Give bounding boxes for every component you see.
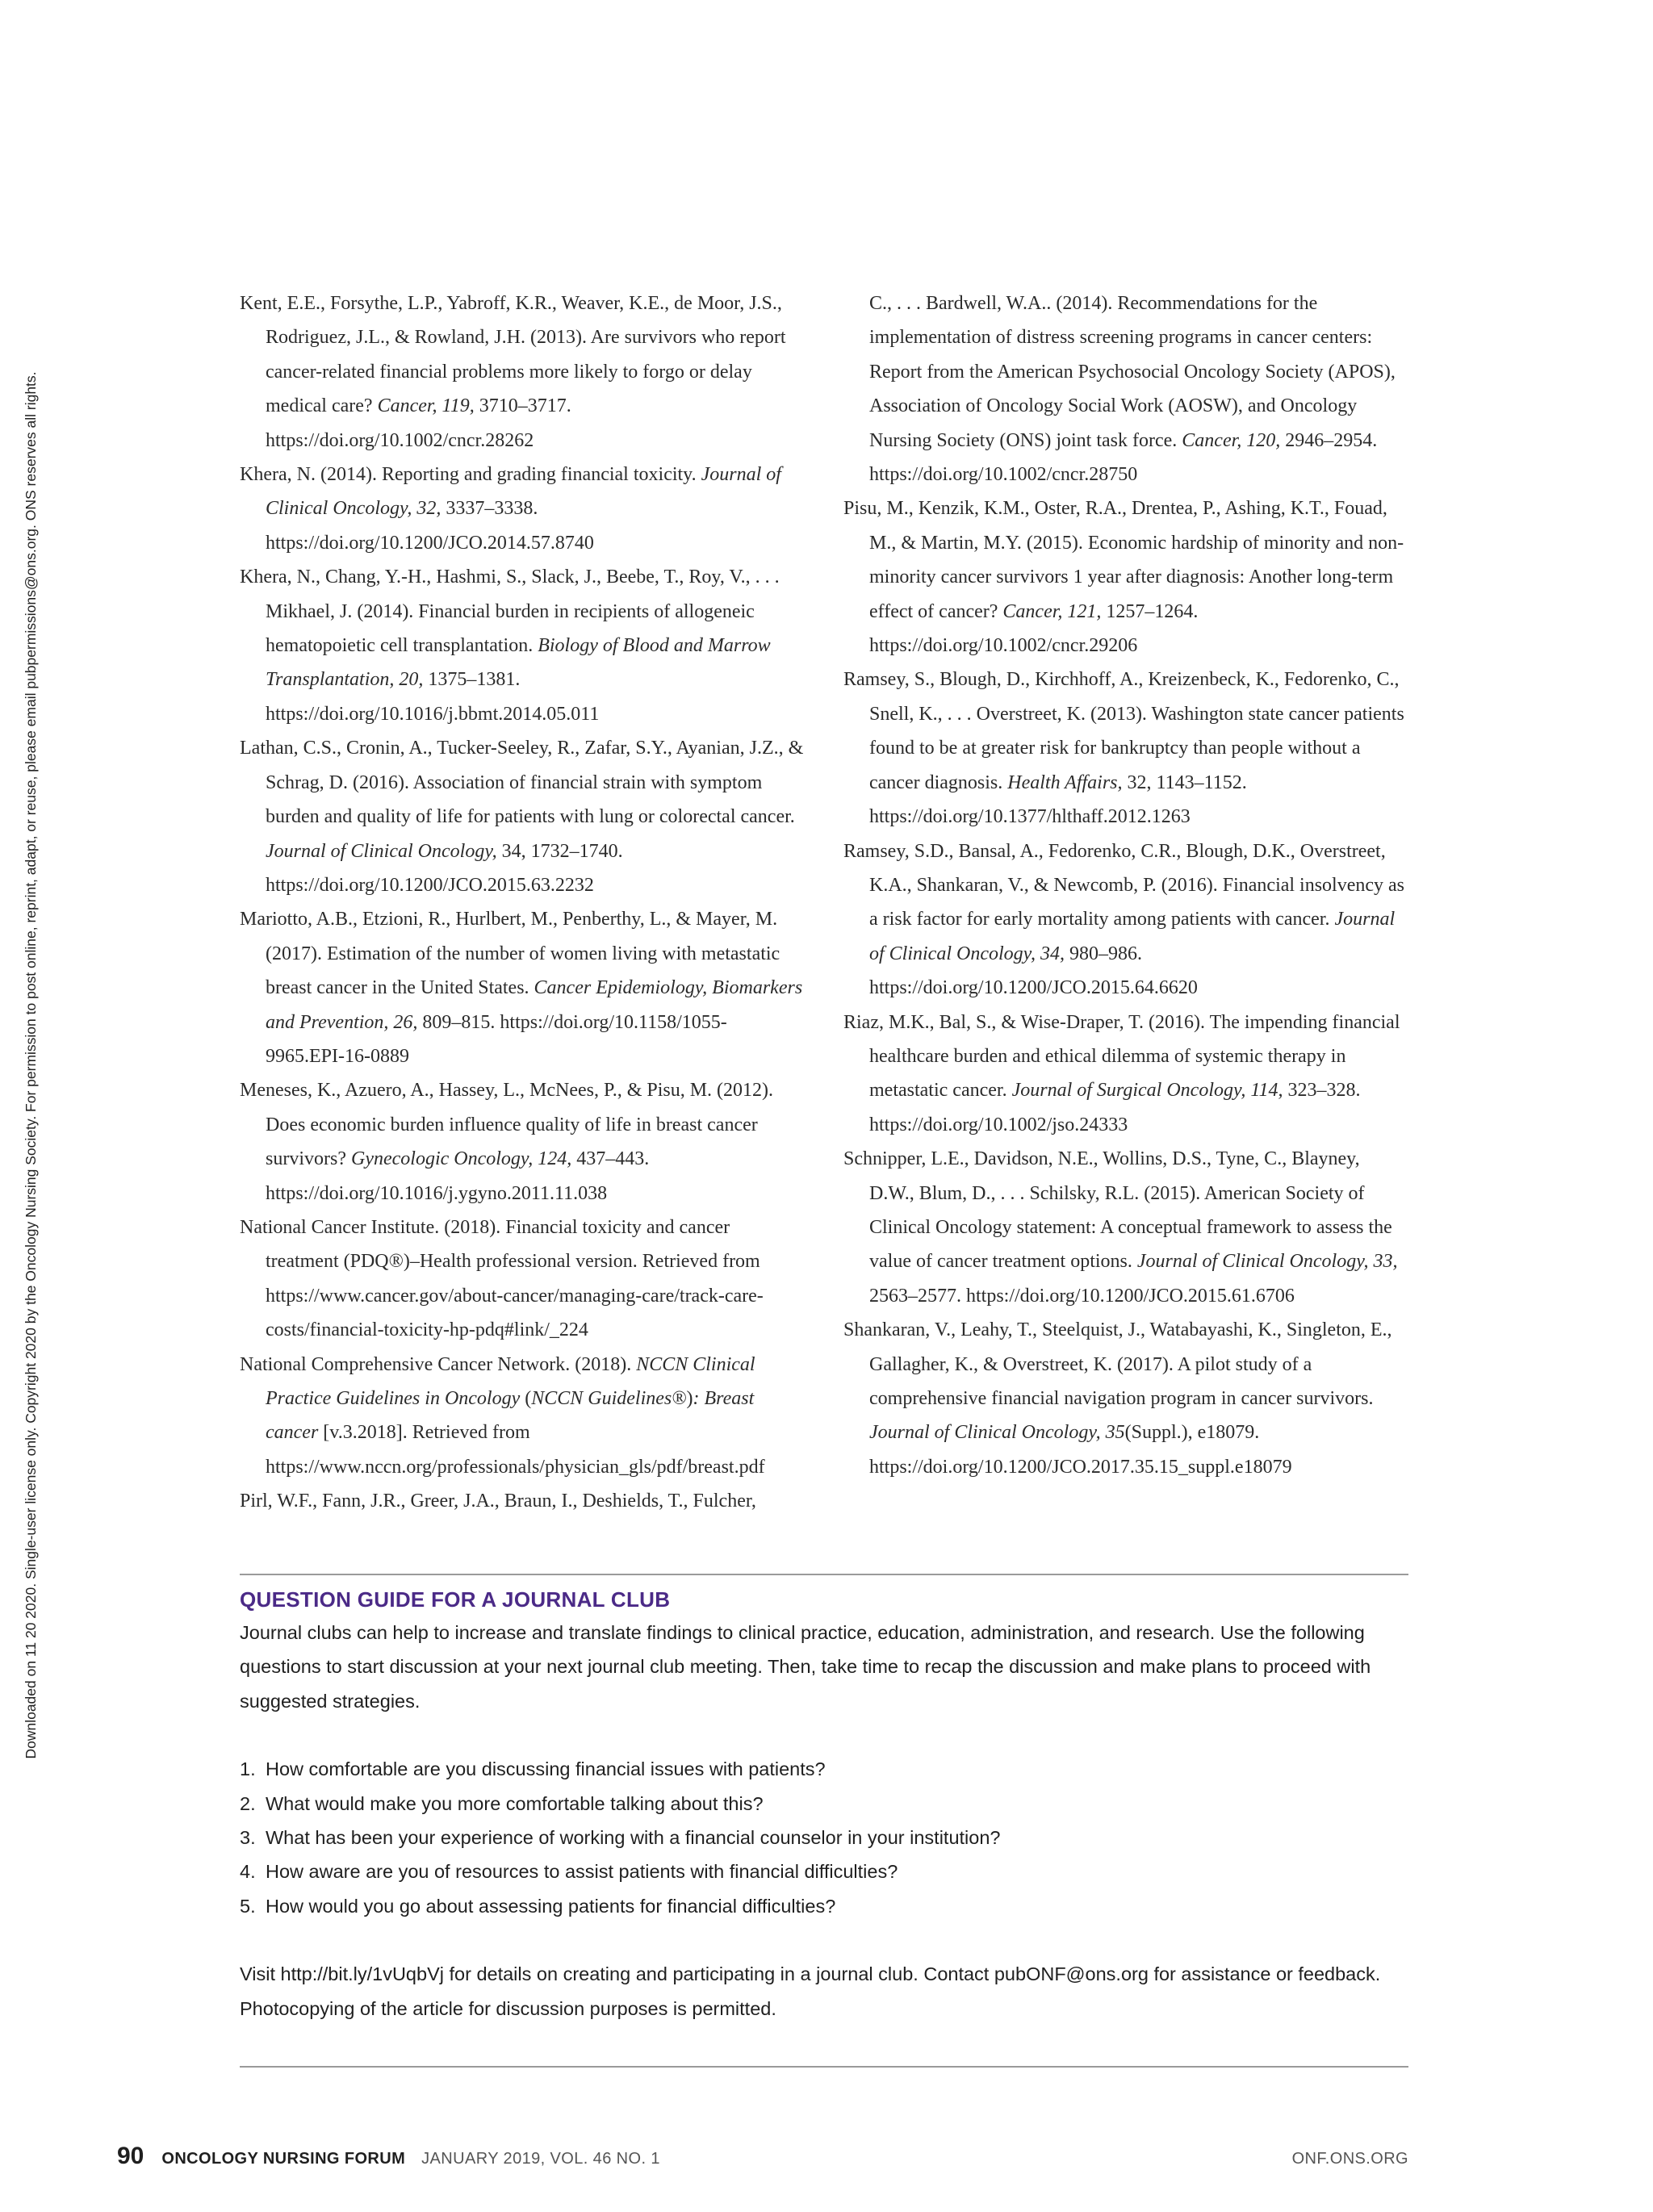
divider-top — [240, 1574, 1408, 1575]
question-list — [240, 1752, 1408, 1923]
question-text: What would make you more comfortable talking about this? — [266, 1792, 764, 1814]
reference-text: Schnipper, L.E., Davidson, N.E., Wollins, D.S., Tyne, C., Blayney, D.W., Blum, D., . . . Schilsky, R.L. (2015). American Society of Clinical Oncology statement: A conceptual framework to assess the value of cancer treatment options. — [843, 1148, 1392, 1273]
reference-entry — [843, 1142, 1408, 1313]
reference-source: Journal of Clinical Oncology, 32, — [266, 464, 781, 520]
reference-entry — [240, 560, 805, 731]
question-item — [240, 1854, 1408, 1888]
question-text: How would you go about assessing patients for financial difficulties? — [266, 1895, 836, 1917]
reference-text: Ramsey, S., Blough, D., Kirchhoff, A., Kreizenbeck, K., Fedorenko, C., Snell, K., . . . Overstreet, K. (2013). Washington state cancer patients found to be at greater risk for bankruptcy than people without a cancer diagnosis. — [843, 669, 1404, 793]
reference-source: Health Affairs, — [1007, 771, 1123, 793]
reference-source: : Breast cancer — [266, 1388, 755, 1444]
reference-text: ) — [686, 1388, 693, 1409]
reference-entry — [843, 1313, 1408, 1484]
reference-entry — [240, 731, 805, 902]
reference-source: Cancer, 121, — [1002, 600, 1102, 622]
reference-text: Riaz, M.K., Bal, S., & Wise-Draper, T. (2016). The impending financial healthcare burden and ethical dilemma of systemic therapy in metastatic cancer. — [843, 1011, 1400, 1102]
question-number: 2. — [240, 1792, 256, 1814]
reference-source: Journal of Clinical Oncology, — [266, 840, 497, 862]
reference-entry — [843, 663, 1408, 834]
references-section — [240, 286, 1408, 1519]
reference-text: 34, 1732–1740. https://doi.org/10.1200/JCO.2015.63.2232 — [266, 840, 623, 896]
reference-entry — [240, 458, 805, 560]
reference-entry — [240, 286, 805, 458]
question-number: 3. — [240, 1827, 256, 1849]
reference-entry — [843, 286, 1408, 491]
reference-text: 809–815. https://doi.org/10.1158/1055-9965.EPI-16-0889 — [266, 1011, 727, 1067]
reference-text: National Cancer Institute. (2018). Financial toxicity and cancer treatment (PDQ®)–Health professional version. Retrieved from https://www.cancer.gov/about-cancer/managing-care/track-care-costs/financial-toxicity-hp-pdq#link/_224 — [240, 1216, 764, 1341]
reference-source: Cancer, 119, — [377, 395, 475, 417]
divider-bottom — [240, 2066, 1408, 2068]
reference-text: C., . . . Bardwell, W.A.. (2014). Recommendations for the implementation of distress screening programs in cancer centers: Report from the American Psychosocial Oncology Society (APOS), Association of Oncology Social Work (AOSW), and Oncology Nursing Society (ONS) joint task force. — [869, 293, 1396, 451]
reference-text: National Comprehensive Cancer Network. (2018). — [240, 1353, 637, 1375]
reference-source: Gynecologic Oncology, 124, — [350, 1148, 572, 1170]
guide-title: QUESTION GUIDE FOR A JOURNAL CLUB — [240, 1587, 671, 1612]
reference-text: 2946–2954. https://doi.org/10.1002/cncr.28750 — [869, 429, 1378, 486]
reference-text: Shankaran, V., Leahy, T., Steelquist, J., Watabayashi, K., Singleton, E., Gallagher, K., & Overstreet, K. (2017). A pilot study of a comprehensive financial navigation program in cancer survivors. — [843, 1319, 1392, 1409]
references-left-column — [240, 286, 805, 1519]
reference-text: 3337–3338. https://doi.org/10.1200/JCO.2014.57.8740 — [266, 498, 594, 554]
page-footer — [117, 2143, 1408, 2175]
reference-source: Journal of Clinical Oncology, 35 — [869, 1422, 1125, 1444]
reference-entry — [843, 491, 1408, 663]
journal-website: ONF.ONS.ORG — [1291, 2150, 1408, 2168]
reference-text: Meneses, K., Azuero, A., Hassey, L., McNees, P., & Pisu, M. (2012). Does economic burden influence quality of life in breast cancer survivors? — [240, 1080, 774, 1170]
issue-info: JANUARY 2019, VOL. 46 NO. 1 — [421, 2150, 660, 2168]
reference-source: Journal of Clinical Oncology, 34, — [869, 909, 1396, 964]
question-item — [240, 1821, 1408, 1854]
reference-text: 323–328. https://doi.org/10.1002/jso.24333 — [869, 1080, 1361, 1135]
reference-entry — [843, 834, 1408, 1006]
question-number: 5. — [240, 1895, 256, 1917]
reference-text: 2563–2577. https://doi.org/10.1200/JCO.2015.61.6706 — [869, 1285, 1295, 1307]
reference-source: Journal of Surgical Oncology, 114, — [1011, 1080, 1283, 1102]
question-number: 1. — [240, 1758, 256, 1780]
question-item — [240, 1889, 1408, 1923]
reference-text: Lathan, C.S., Cronin, A., Tucker-Seeley, R., Zafar, S.Y., Ayanian, J.Z., & Schrag, D. (2016). Association of financial strain with symptom burden and quality of life for patients with lung or colorectal cancer. — [240, 738, 804, 828]
reference-entry — [240, 902, 805, 1073]
copyright-side-note: Downloaded on 11 20 2020. Single-user license only. Copyright 2020 by the Oncology Nursing Society. For permission to post online, reprint, adapt, or reuse, please email pubpermissions@ons.org. ONS reserves all rights. — [23, 371, 39, 1759]
reference-entry — [240, 1211, 805, 1348]
question-text: What has been your experience of working with a financial counselor in your institution? — [266, 1827, 1001, 1849]
reference-entry — [843, 1006, 1408, 1143]
reference-text: (Suppl.), e18079. https://doi.org/10.1200/JCO.2017.35.15_suppl.e18079 — [869, 1422, 1292, 1478]
reference-text: J.S., Rodriguez, J.L., & Rowland, J.H. (2013). Are survivors who report cancer-related financial problems more likely to forgo or delay medical care? — [266, 293, 786, 417]
reference-text: 32, 1143–1152. https://doi.org/10.1377/hlthaff.2012.1263 — [869, 771, 1247, 828]
question-text: How aware are you of resources to assist patients with financial difficulties? — [266, 1861, 898, 1883]
reference-text: Mariotto, A.B., Etzioni, R., Hurlbert, M., Penberthy, L., & Mayer, M. (2017). Estimation of the number of women living with metastatic breast cancer in the United States. — [240, 909, 780, 999]
question-item — [240, 1787, 1408, 1821]
reference-text: Pirl, W.F., Fann, J.R., Greer, J.A., Braun, I., Deshields, T., Fulcher, — [240, 1491, 756, 1512]
journal-name: ONCOLOGY NURSING FORUM — [161, 2150, 406, 2168]
page-number: 90 — [117, 2143, 144, 2169]
reference-source: NCCN Clinical Practice Guidelines in Oncology — [266, 1353, 755, 1409]
journal-club-guide — [240, 1583, 1408, 2026]
reference-text: [v.3.2018]. Retrieved from https://www.nccn.org/professionals/physician_gls/pdf/breast.pdf — [266, 1422, 765, 1478]
reference-source: Cancer, 120, — [1182, 429, 1281, 451]
question-number: 4. — [240, 1861, 256, 1883]
reference-text: 1257–1264. https://doi.org/10.1002/cncr.29206 — [869, 600, 1199, 657]
reference-text: Khera, N., Chang, Y.-H., Hashmi, S., Slack, J., Beebe, T., Roy, V., . . . Mikhael, J. (2014). Financial burden in recipients of allogeneic hematopoietic cell transplantation. — [240, 567, 780, 657]
question-text: How comfortable are you discussing financial issues with patients? — [266, 1758, 826, 1780]
reference-source: Journal of Clinical Oncology, 33, — [1136, 1251, 1398, 1273]
reference-entry — [240, 1073, 805, 1211]
reference-text: ( — [520, 1388, 532, 1409]
reference-text: Kent, E.E., Forsythe, L.P., Yabroff, K.R., Weaver, K.E., de Moor, — [240, 293, 750, 314]
reference-source: NCCN Guidelines® — [531, 1388, 687, 1409]
reference-text: 1375–1381. https://doi.org/10.1016/j.bbmt.2014.05.011 — [266, 669, 600, 725]
guide-visit-note: Visit http://bit.ly/1vUqbVj for details on creating and participating in a journal club. Contact pubONF@ons.org for assistance or feedback. Photocopying of the article for discussion purposes is permitted. — [240, 1963, 1381, 2019]
reference-text: 3710–3717. https://doi.org/10.1002/cncr.28262 — [266, 395, 571, 451]
reference-text: Pisu, M., Kenzik, K.M., Oster, R.A., Drentea, P., Ashing, K.T., Fouad, M., & Martin, M.Y. (2015). Economic hardship of minority and non-minority cancer survivors 1 year after diagnosis: Another long-term effect of cancer? — [843, 498, 1404, 622]
reference-text: Khera, N. (2014). Reporting and grading financial toxicity. — [240, 464, 701, 486]
reference-text: 980–986. https://doi.org/10.1200/JCO.2015.64.6620 — [869, 943, 1198, 999]
reference-text: Ramsey, S.D., Bansal, A., Fedorenko, C.R., Blough, D.K., Overstreet, K.A., Shankaran, V., & Newcomb, P. (2016). Financial insolvency as a risk factor for early mortality among patients with cancer. — [843, 840, 1405, 930]
reference-source: Biology of Blood and Marrow Transplantation, 20, — [266, 635, 771, 691]
reference-entry — [240, 1484, 805, 1518]
references-right-column — [843, 286, 1408, 1519]
guide-intro: Journal clubs can help to increase and translate findings to clinical practice, education, administration, and research. Use the following questions to start discussion at your next journal club meeting. Then, take time to recap the discussion and make plans to proceed with suggested strategies. — [240, 1622, 1371, 1712]
question-item — [240, 1752, 1408, 1786]
reference-text: 437–443. https://doi.org/10.1016/j.ygyno.2011.11.038 — [266, 1148, 650, 1204]
reference-source: Cancer Epidemiology, Biomarkers and Prevention, 26, — [266, 977, 803, 1033]
reference-entry — [240, 1348, 805, 1485]
